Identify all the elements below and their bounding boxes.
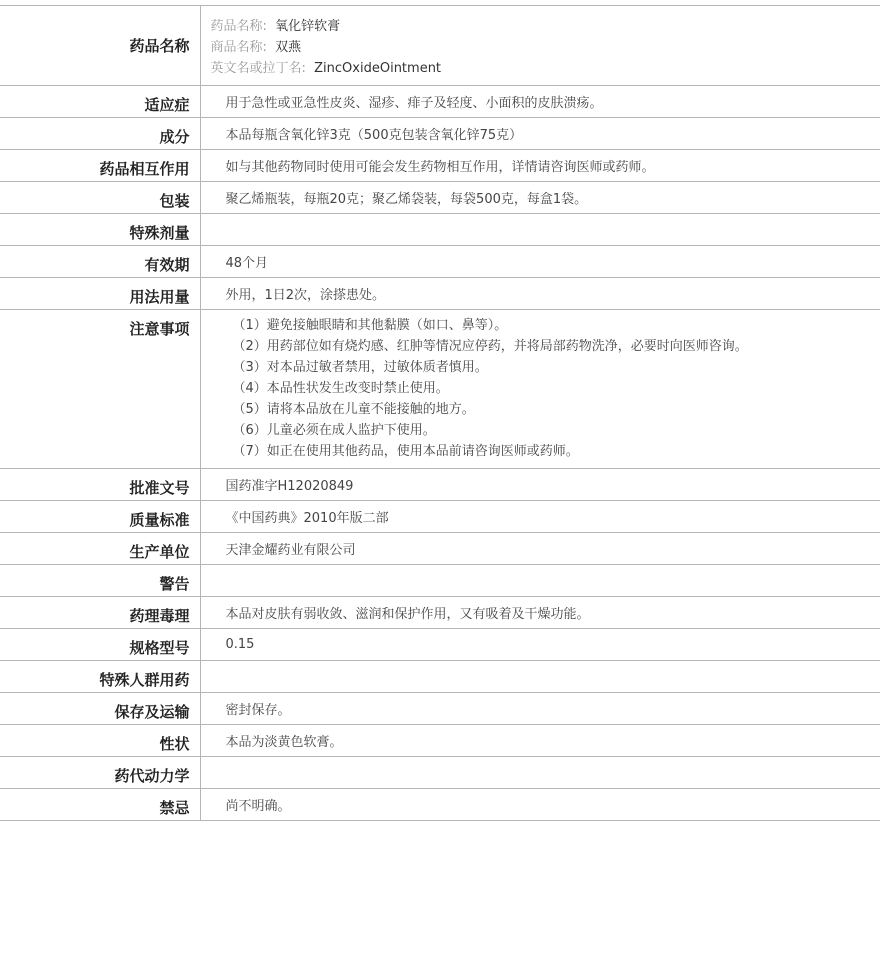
brand-name-value: 双燕 <box>275 40 302 55</box>
precaution-item: （5）请将本品放在儿童不能接触的地方。 <box>232 402 475 417</box>
row-value: 本品对皮肤有弱收敛、滋润和保护作用，又有吸着及干燥功能。 <box>200 597 880 629</box>
row-value: 0.15 <box>200 629 880 661</box>
brand-name-key: 商品名称: <box>210 40 267 55</box>
precaution-item: （2）用药部位如有烧灼感、红肿等情况应停药，并将局部药物洗净，必要时向医师咨询。 <box>232 339 748 354</box>
row-label: 注意事项 <box>0 310 200 469</box>
row-pharmacology <box>0 597 880 629</box>
row-special-dosage <box>0 214 880 246</box>
generic-name-key: 药品名称: <box>210 19 267 34</box>
row-quality-standard <box>0 501 880 533</box>
row-value: 天津金耀药业有限公司 <box>200 533 880 565</box>
row-approval-number <box>0 469 880 501</box>
precaution-item: （4）本品性状发生改变时禁止使用。 <box>232 381 449 396</box>
row-label: 批准文号 <box>0 469 200 501</box>
english-name-key: 英文名或拉丁名: <box>210 61 306 76</box>
row-pharmacokinetics <box>0 757 880 789</box>
row-value: 国药准字H12020849 <box>200 469 880 501</box>
row-label: 禁忌 <box>0 789 200 821</box>
row-label: 性状 <box>0 725 200 757</box>
row-value: 外用，1日2次，涂搽患处。 <box>200 278 880 310</box>
precautions-list <box>200 310 880 469</box>
row-contraindications <box>0 789 880 821</box>
row-value: 用于急性或亚急性皮炎、湿疹、痱子及轻度、小面积的皮肤溃疡。 <box>200 86 880 118</box>
row-label: 成分 <box>0 118 200 150</box>
row-value: 48个月 <box>200 246 880 278</box>
generic-name-value: 氧化锌软膏 <box>275 19 341 34</box>
row-shelf-life <box>0 246 880 278</box>
precaution-item: （7）如正在使用其他药品，使用本品前请咨询医师或药师。 <box>232 444 579 459</box>
row-appearance <box>0 725 880 757</box>
row-label: 特殊人群用药 <box>0 661 200 693</box>
row-label: 适应症 <box>0 86 200 118</box>
row-packaging <box>0 182 880 214</box>
drug-name-values <box>200 6 880 86</box>
row-label: 用法用量 <box>0 278 200 310</box>
row-value: 本品为淡黄色软膏。 <box>200 725 880 757</box>
row-label: 药代动力学 <box>0 757 200 789</box>
row-label: 包装 <box>0 182 200 214</box>
row-interactions <box>0 150 880 182</box>
precaution-item: （3）对本品过敏者禁用，过敏体质者慎用。 <box>232 360 488 375</box>
row-label: 规格型号 <box>0 629 200 661</box>
row-value <box>200 661 880 693</box>
row-manufacturer <box>0 533 880 565</box>
drug-info-table <box>0 5 880 821</box>
row-value <box>200 757 880 789</box>
row-value: 《中国药典》2010年版二部 <box>200 501 880 533</box>
row-label: 生产单位 <box>0 533 200 565</box>
row-special-populations <box>0 661 880 693</box>
row-label: 保存及运输 <box>0 693 200 725</box>
row-value: 密封保存。 <box>200 693 880 725</box>
generic-name-line <box>211 16 880 37</box>
row-label: 特殊剂量 <box>0 214 200 246</box>
row-label: 药品相互作用 <box>0 150 200 182</box>
row-drug-name <box>0 6 880 86</box>
brand-name-line <box>211 37 880 58</box>
row-label: 药品名称 <box>0 6 200 86</box>
english-name-line <box>211 58 880 79</box>
row-value <box>200 214 880 246</box>
row-label: 药理毒理 <box>0 597 200 629</box>
row-value: 聚乙烯瓶装，每瓶20克；聚乙烯袋装，每袋500克，每盒1袋。 <box>200 182 880 214</box>
row-value: 尚不明确。 <box>200 789 880 821</box>
row-specification <box>0 629 880 661</box>
row-value <box>200 565 880 597</box>
row-storage <box>0 693 880 725</box>
row-value: 如与其他药物同时使用可能会发生药物相互作用，详情请咨询医师或药师。 <box>200 150 880 182</box>
row-usage <box>0 278 880 310</box>
row-indications <box>0 86 880 118</box>
row-label: 警告 <box>0 565 200 597</box>
row-label: 有效期 <box>0 246 200 278</box>
row-precautions <box>0 310 880 469</box>
english-name-value: ZincOxideOintment <box>314 61 442 76</box>
row-ingredients <box>0 118 880 150</box>
row-warning <box>0 565 880 597</box>
precaution-item: （1）避免接触眼睛和其他黏膜（如口、鼻等）。 <box>232 318 508 333</box>
precaution-item: （6）儿童必须在成人监护下使用。 <box>232 423 436 438</box>
row-value: 本品每瓶含氧化锌3克（500克包装含氧化锌75克） <box>200 118 880 150</box>
row-label: 质量标准 <box>0 501 200 533</box>
